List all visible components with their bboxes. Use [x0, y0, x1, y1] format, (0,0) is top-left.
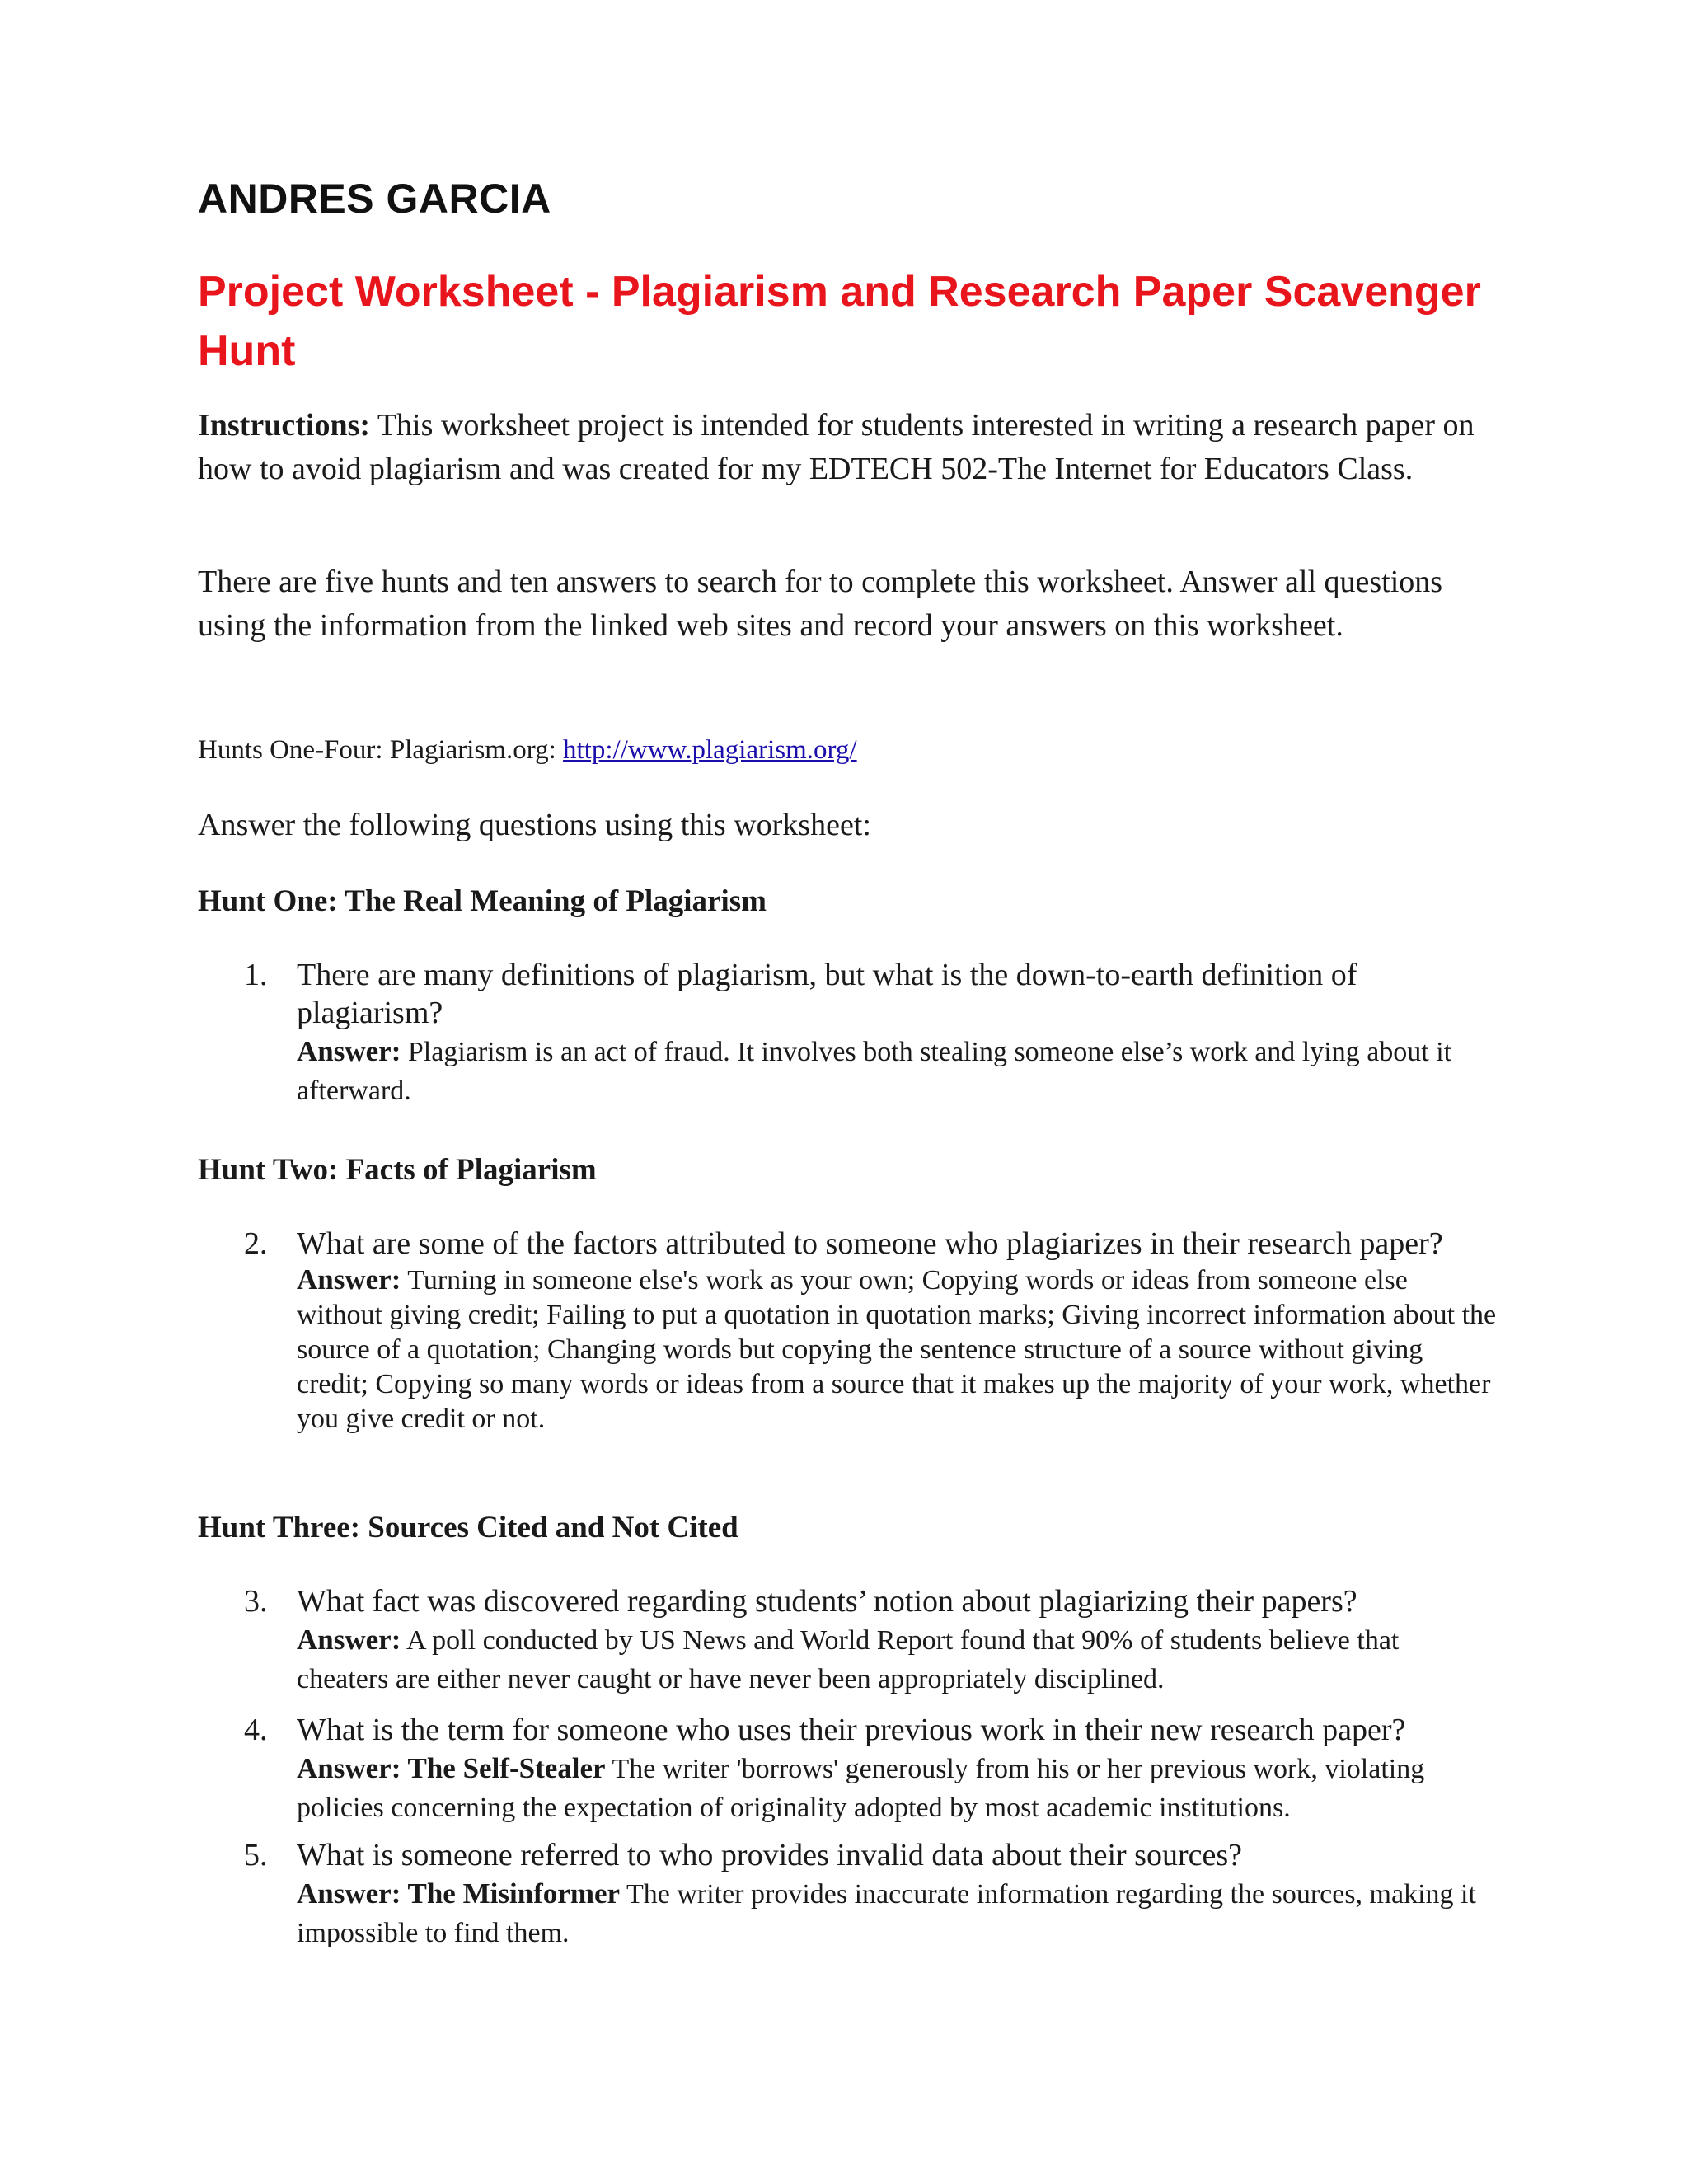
question-item-1 [244, 956, 1497, 1110]
answer-label: Answer: [297, 1877, 401, 1910]
answer-body: The writer 'borrows' generously from his or her previous work, violating policies concerning the expectation of originality adopted by most academic institutions. [297, 1754, 1425, 1823]
answer-body: Plagiarism is an act of fraud. It involves both stealing someone else’s work and lying about it afterward. [297, 1037, 1452, 1106]
question-number: 1. [244, 958, 268, 992]
author-name: ANDRES GARCIA [198, 176, 551, 222]
question-item-2 [244, 1225, 1497, 1436]
answer-text [297, 1749, 1497, 1827]
source-label: Hunts One-Four: Plagiarism.org: [198, 735, 564, 765]
answer-term: The Misinformer [401, 1877, 621, 1910]
question-text: What is the term for someone who uses their previous work in their new research paper? [297, 1713, 1406, 1747]
answer-label: Answer: [297, 1624, 401, 1656]
answer-term: The Self-Stealer [401, 1752, 606, 1784]
answer-label: Answer: [297, 1263, 401, 1296]
source-line [198, 730, 1484, 770]
question-item-4 [244, 1711, 1497, 1827]
hunt-two-heading: Hunt Two: Facts of Plagiarism [198, 1153, 597, 1187]
instructions-paragraph [198, 404, 1484, 491]
answer-text [297, 1874, 1497, 1952]
question-item-5 [244, 1836, 1497, 1952]
instructions-label: Instructions: [198, 408, 371, 443]
hunt-three-heading: Hunt Three: Sources Cited and Not Cited [198, 1511, 738, 1544]
hunt-one-heading: Hunt One: The Real Meaning of Plagiarism [198, 884, 767, 918]
answer-text [297, 1263, 1497, 1436]
question-number: 3. [244, 1584, 268, 1619]
question-number: 4. [244, 1713, 268, 1747]
answer-body: Turning in someone else's work as your own; Copying words or ideas from someone else without giving credit; Failing to put a quotation in quotation marks; Giving incorrect information about the source of a quotation; Changing words but copying the sentence structure of a source without giving credit; Copying so many words or ideas from a source that it makes up the majority of your work, whether you give credit or not. [297, 1265, 1497, 1434]
question-text: What fact was discovered regarding students’ notion about plagiarizing their papers? [297, 1584, 1357, 1619]
answer-text [297, 1032, 1497, 1110]
prompt-text: Answer the following questions using this worksheet: [198, 808, 871, 842]
answer-label: Answer: [297, 1752, 401, 1784]
instructions-text: This worksheet project is intended for students interested in writing a research paper on how to avoid plagiarism and was created for my EDTECH 502-The Internet for Educators Class. [198, 408, 1475, 486]
overview-paragraph: There are five hunts and ten answers to search for to complete this worksheet. Answer all questions using the information from the linked web sites and record your answers on this worksheet. [198, 565, 1443, 643]
question-number: 2. [244, 1226, 268, 1261]
question-number: 5. [244, 1838, 268, 1872]
answer-body: A poll conducted by US News and World Report found that 90% of students believe that cheaters are either never caught or have never been appropriately disciplined. [297, 1625, 1400, 1694]
question-text: What is someone referred to who provides invalid data about their sources? [297, 1838, 1243, 1872]
plagiarism-org-link[interactable]: http://www.plagiarism.org/ [563, 735, 857, 765]
question-text: What are some of the factors attributed to someone who plagiarizes in their research paper? [297, 1226, 1443, 1261]
worksheet-title: Project Worksheet - Plagiarism and Research Paper Scavenger Hunt [198, 268, 1481, 375]
answer-label: Answer: [297, 1035, 401, 1067]
question-text: There are many definitions of plagiarism, but what is the down-to-earth definition of plagiarism? [297, 958, 1357, 1030]
answer-body: The writer provides inaccurate information regarding the sources, making it impossible to find them. [297, 1879, 1476, 1948]
answer-text [297, 1620, 1497, 1699]
question-item-3 [244, 1582, 1497, 1699]
